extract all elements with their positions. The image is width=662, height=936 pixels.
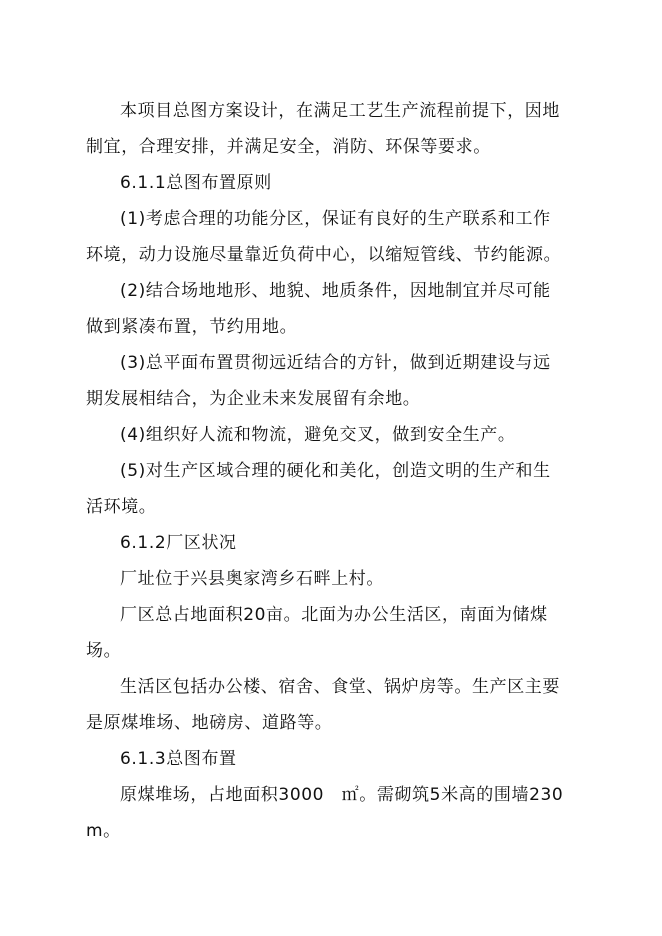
principle-5-line-1: (5)对生产区域合理的硬化和美化，创造文明的生产和生 [120,461,551,481]
intro-line-1: 本项目总图方案设计，在满足工艺生产流程前提下，因地 [120,101,560,121]
principle-4-line-1: (4)组织好人流和物流，避免交叉，做到安全生产。 [120,425,516,445]
principle-3-line-1: (3)总平面布置贯彻远近结合的方针，做到近期建设与远 [120,353,551,373]
section-heading-6-1-1: 6.1.1总图布置原则 [120,173,272,193]
coal-yard-line-2: m。 [86,821,121,841]
intro-line-2: 制宜，合理安排，并满足安全，消防、环保等要求。 [86,137,491,157]
site-location-line: 厂址位于兴县奥家湾乡石畔上村。 [120,569,384,589]
principle-1-line-1: (1)考虑合理的功能分区，保证有良好的生产联系和工作 [120,209,551,229]
site-area-line-2: 场。 [86,641,122,661]
coal-yard-line-1: 原煤堆场，占地面积3000 ㎡。需砌筑5米高的围墙230 [120,785,564,805]
principle-2-line-1: (2)结合场地地形、地貌、地质条件，因地制宜并尽可能 [120,281,551,301]
section-heading-6-1-2: 6.1.2厂区状况 [120,533,237,553]
zones-line-2: 是原煤堆场、地磅房、道路等。 [86,713,333,733]
principle-1-line-2: 环境，动力设施尽量靠近负荷中心，以缩短管线、节约能源。 [86,245,562,265]
section-heading-6-1-3: 6.1.3总图布置 [120,749,237,769]
principle-3-line-2: 期发展相结合，为企业未来发展留有余地。 [86,389,421,409]
principle-2-line-2: 做到紧凑布置，节约用地。 [86,317,298,337]
site-area-line-1: 厂区总占地面积20亩。北面为办公生活区，南面为储煤 [120,605,548,625]
principle-5-line-2: 活环境。 [86,497,157,517]
zones-line-1: 生活区包括办公楼、宿舍、食堂、锅炉房等。生产区主要 [120,677,560,697]
